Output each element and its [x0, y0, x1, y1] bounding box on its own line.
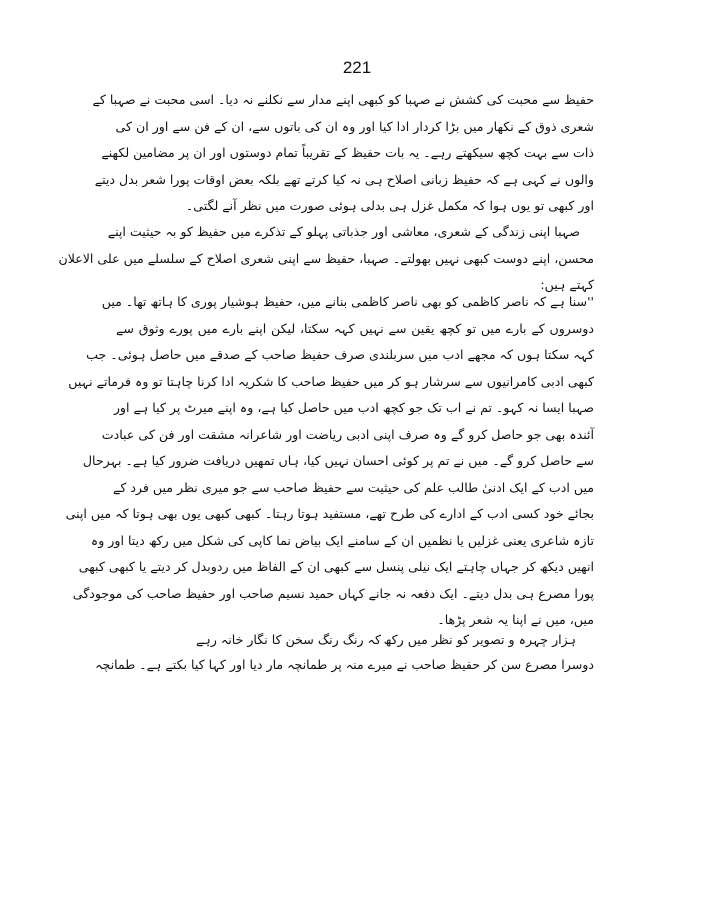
quotation-line: ''سنا ہے کہ ناصر کاظمی کو بھی ناصر کاظمی بنانے میں، حفیظ ہوشیار پوری کا ہاتھ تھا۔ میں — [101, 294, 594, 309]
quotation-line: کبھی ادبی کامرانیوں سے سرشار ہو کر میں حفیظ صاحب کا شکریہ ادا کرنا چاہتا تو وہ فرماتے نہیں — [68, 373, 594, 389]
paragraph-line: ذات سے بہت کچھ سیکھتے رہے۔ یہ بات حفیظ کے تقریباً تمام دوستوں اور ان پر مضامین لکھنے — [101, 145, 594, 160]
quotation-line: بجائے خود کسی ادب کے ادارے کی طرح تھے، مستفید ہوتا رہتا۔ کبھی کبھی یوں بھی ہوتا کہ میں اپنی — [65, 506, 594, 521]
quotation-line: پورا مصرع ہی بدل دیتے۔ ایک دفعہ نہ جانے کہاں حمید نسیم صاحب اور حفیظ صاحب کی موجودگی — [72, 585, 594, 601]
paragraph-line: محسن، اپنے دوست کبھی نہیں بھولتے۔ صہبا، حفیظ سے اپنی شعری اصلاح کے سلسلے میں علی الاعلان — [58, 250, 594, 266]
quotation-line: دوسروں کے بارے میں تو کچھ یقین سے نہیں کہہ سکتا، لیکن اپنے بارے میں پورے وثوق سے — [116, 320, 594, 336]
verse-second-hemistich: کہ رنگ رنگ سخن کا نگار خانہ رہے — [196, 632, 381, 647]
paragraph-line: صہبا اپنی زندگی کے شعری، معاشی اور جذباتی پہلو کے تذکرے میں حفیظ کو بہ حیثیت اپنے — [107, 224, 580, 239]
paragraph-line: حفیظ سے محبت کی کشش نے صہبا کو کبھی اپنے مدار سے نکلنے نہ دیا۔ اسی محبت نے صہبا کے — [92, 92, 594, 107]
paragraph-2 — [58, 219, 594, 299]
verse-couplet — [196, 627, 576, 653]
quotation-line: میں، میں نے اپنا یہ شعر پڑھا۔ — [437, 612, 594, 627]
paragraph-1 — [92, 87, 594, 220]
quotation-line: انھیں دیکھ کر جہاں چاہتے ایک نیلی پنسل سے کبھی ان کے الفاظ میں ردوبدل کر دیتے یا کبھی کبھی — [78, 559, 594, 574]
paragraph-line: دوسرا مصرع سن کر حفیظ صاحب نے میرے منہ پر طمانچہ مار دیا اور کہا کیا بکتے ہے۔ طمانچہ — [95, 657, 594, 672]
quotation-line: آئندہ بھی جو حاصل کرو گے وہ صرف اپنی ادبی ریاضت اور شاعرانہ مشقت اور فن کی عبادت — [101, 426, 594, 442]
page-number: 221 — [342, 58, 372, 77]
paragraph-line: شعری ذوق کے نکھار میں بڑا کردار ادا کیا اور وہ ان کی باتوں سے، ان کے فن سے اور ان کی — [115, 118, 594, 134]
quotation-line: سے حاصل کرو گے۔ میں نے تم پر کوئی احسان نہیں کیا، ہاں تمھیں دریافت ضرور کیا ہے۔ بہرحال — [82, 453, 594, 468]
quotation-line: کہہ سکتا ہوں کہ مجھے ادب میں سربلندی صرف حفیظ صاحب کے صدقے میں حاصل ہوئی۔ جب — [86, 347, 594, 362]
quotation-line: تازہ شاعری یعنی غزلیں یا نظمیں ان کے سامنے ایک بیاض نما کاپی کی شکل میں رکھ دیتا اور وہ — [90, 532, 594, 548]
quotation-line: میں ادب کے ایک ادنیٰ طالب علم کی حیثیت سے حفیظ صاحب سے جو میری نظر میں فرد کے — [112, 479, 594, 495]
paragraph-line: کہتے ہیں: — [540, 277, 594, 292]
verse-first-hemistich: ہزار چہرہ و تصویر کو نظر میں رکھ — [383, 632, 576, 647]
closing-paragraph — [95, 652, 594, 679]
quotation-line: صہبا ایسا نہ کہو۔ تم نے اب تک جو کچھ ادب میں حاصل کیا ہے، وہ اپنے میرٹ پر کیا ہے اور — [113, 400, 594, 415]
quotation — [65, 289, 594, 634]
paragraph-line: اور کبھی تو یوں ہوا کہ مکمل غزل ہی بدلی ہوئی صورت میں نظر آنے لگتی۔ — [185, 198, 594, 213]
paragraph-line: والوں نے کہی ہے کہ حفیظ زبانی اصلاح ہی نہ کیا کرتے تھے بلکہ بعض اوقات پورا شعر بدل دیتے — [94, 171, 594, 187]
